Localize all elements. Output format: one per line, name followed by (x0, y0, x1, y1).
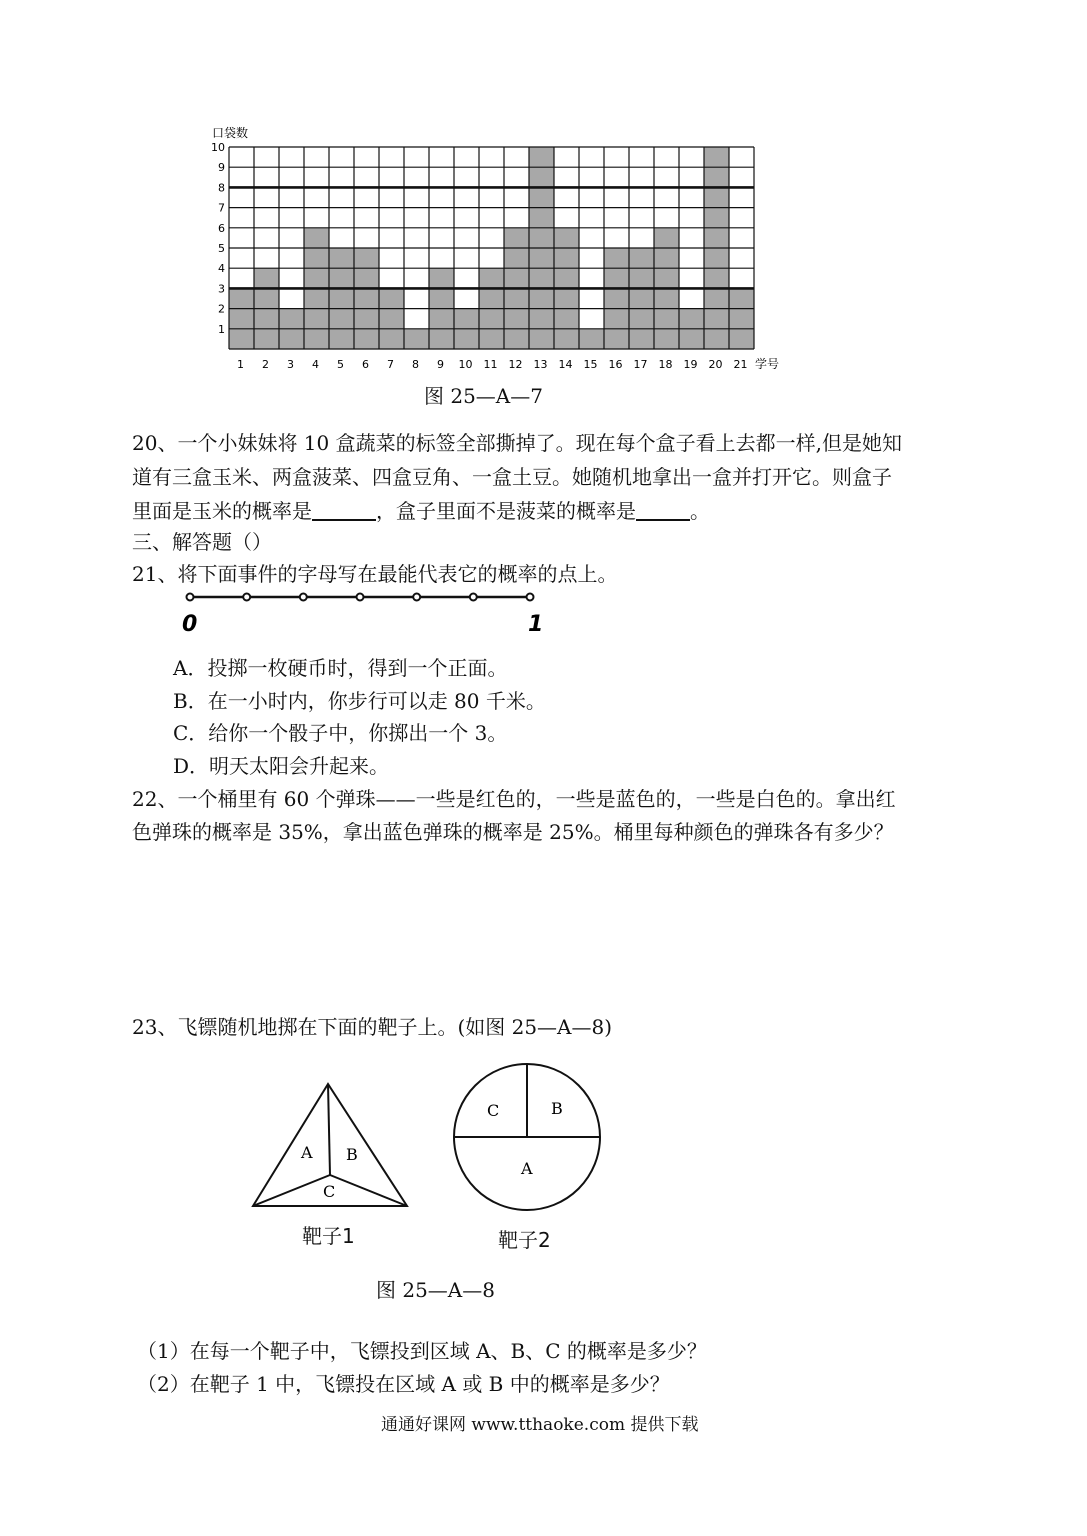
chart-xtick-label: 14 (558, 358, 573, 371)
number-line-point[interactable] (413, 594, 420, 601)
q21-option-a: A．投掷一枚硬币时，得到一个正面。 (173, 656, 508, 680)
target1-region-b: B (346, 1145, 358, 1164)
chart-xtick-label: 16 (608, 358, 623, 371)
target2-region-c: C (487, 1101, 500, 1120)
number-line-point[interactable] (357, 594, 364, 601)
chart-bar (604, 248, 629, 349)
chart-bar (379, 288, 404, 349)
number-line-point[interactable] (243, 594, 250, 601)
target2-region-a: A (521, 1159, 533, 1178)
page-footer: 通通好课网 www.tthaoke.com 提供下载 (381, 1415, 699, 1435)
q21-option-c: C．给你一个骰子中，你掷出一个 3。 (173, 721, 508, 745)
target1-divider (253, 1175, 330, 1206)
q20-blank-not-spinach[interactable] (636, 497, 690, 521)
chart-ytick-label: 7 (218, 201, 225, 215)
q20-blank-corn[interactable] (312, 497, 376, 521)
number-line-point[interactable] (470, 594, 477, 601)
chart-xtick-label: 21 (733, 358, 748, 371)
chart-xtick-label: 1 (237, 358, 244, 371)
chart-xtick-label: 15 (583, 358, 598, 371)
chart-bar (629, 248, 654, 349)
q20-line3-part1: 里面是玉米的概率是 (132, 499, 312, 523)
q23-prompt: 23、飞镖随机地掷在下面的靶子上。(如图 25—A—8) (132, 1015, 613, 1039)
q23-sub2: （2）在靶子 1 中，飞镖投在区域 A 或 B 中的概率是多少？ (137, 1372, 670, 1396)
target1 (245, 1078, 415, 1213)
q22-line2: 色弹珠的概率是 35%，拿出蓝色弹珠的概率是 25%。桶里每种颜色的弹珠各有多少？ (132, 820, 894, 844)
chart-bar (329, 248, 354, 349)
chart-xtick-label: 2 (262, 358, 269, 371)
chart-xtick-label: 17 (633, 358, 648, 371)
chart-bar (229, 288, 254, 349)
section3-heading: 三、解答题（） (132, 530, 272, 554)
q20-line2: 道有三盒玉米、两盒菠菜、四盒豆角、一盒土豆。她随机地拿出一盒并打开它。则盒子 (132, 465, 892, 489)
number-line-zero: 0 (182, 612, 198, 637)
q23-sub1: （1）在每一个靶子中，飞镖投到区域 A、B、C 的概率是多少？ (137, 1339, 707, 1363)
chart-ytick-label: 3 (218, 282, 225, 296)
chart-xtick-label: 19 (683, 358, 698, 371)
chart-ytick-label: 2 (218, 302, 225, 316)
q20-line3-part2: ，盒子里面不是菠菜的概率是 (376, 499, 636, 523)
chart-xtick-label: 13 (533, 358, 548, 371)
probability-number-line (170, 585, 560, 645)
figure2-caption: 图 25—A—8 (376, 1278, 495, 1302)
chart-ytick-label: 5 (218, 242, 225, 255)
chart-xtick-label: 8 (412, 358, 419, 371)
pocket-chart (200, 118, 800, 378)
chart-ytick-label: 4 (218, 262, 225, 276)
chart-bar (354, 248, 379, 349)
target1-divider (330, 1175, 407, 1206)
target1-region-a: A (301, 1143, 313, 1162)
q20-line1: 20、一个小妹妹将 10 盒蔬菜的标签全部撕掉了。现在每个盒子看上去都一样,但是她知 (132, 431, 902, 455)
number-line-one: 1 (528, 612, 544, 637)
chart-xtick-label: 3 (287, 358, 294, 371)
number-line-point[interactable] (187, 594, 194, 601)
target1-divider (328, 1084, 330, 1175)
q21-option-b: B．在一小时内，你步行可以走 80 千米。 (173, 689, 546, 713)
chart-ytick-label: 10 (211, 141, 225, 154)
q22-line1: 22、一个桶里有 60 个弹珠——一些是红色的，一些是蓝色的，一些是白色的。拿出红 (132, 787, 896, 811)
chart-bar (579, 329, 604, 349)
target2 (448, 1058, 608, 1218)
chart-ylabel: 口袋数 (212, 126, 249, 140)
q21-prompt: 21、将下面事件的字母写在最能代表它的概率的点上。 (132, 562, 618, 586)
number-line-point[interactable] (300, 594, 307, 601)
chart-ytick-label: 8 (218, 181, 225, 195)
chart-xtick-label: 9 (437, 358, 444, 371)
target2-label: 靶子2 (498, 1228, 551, 1252)
chart-xtick-label: 18 (658, 358, 673, 371)
chart-xtick-label: 7 (387, 358, 394, 371)
q20-line3-part3: 。 (690, 499, 710, 523)
chart-xlabel: 学号 (755, 357, 780, 371)
chart-ytick-label: 1 (218, 322, 225, 336)
chart-xtick-label: 12 (508, 358, 523, 371)
figure1-caption: 图 25—A—7 (424, 384, 543, 408)
q21-option-d: D．明天太阳会升起来。 (173, 754, 390, 778)
target2-region-b: B (551, 1099, 563, 1118)
chart-xtick-label: 11 (483, 358, 498, 371)
q20-line3 (132, 494, 710, 528)
chart-xtick-label: 10 (458, 358, 473, 371)
chart-bar (404, 329, 429, 349)
target1-label: 靶子1 (302, 1224, 355, 1248)
chart-xtick-label: 4 (312, 358, 319, 371)
chart-xtick-label: 20 (708, 358, 723, 371)
chart-xtick-label: 5 (337, 358, 344, 371)
pocket-chart-svg (200, 118, 800, 378)
number-line-point[interactable] (527, 594, 534, 601)
target1-region-c: C (323, 1182, 336, 1201)
chart-ytick-label: 6 (218, 221, 225, 235)
chart-ytick-label: 9 (218, 161, 225, 175)
chart-xtick-label: 6 (362, 358, 369, 371)
chart-bar (729, 288, 754, 349)
